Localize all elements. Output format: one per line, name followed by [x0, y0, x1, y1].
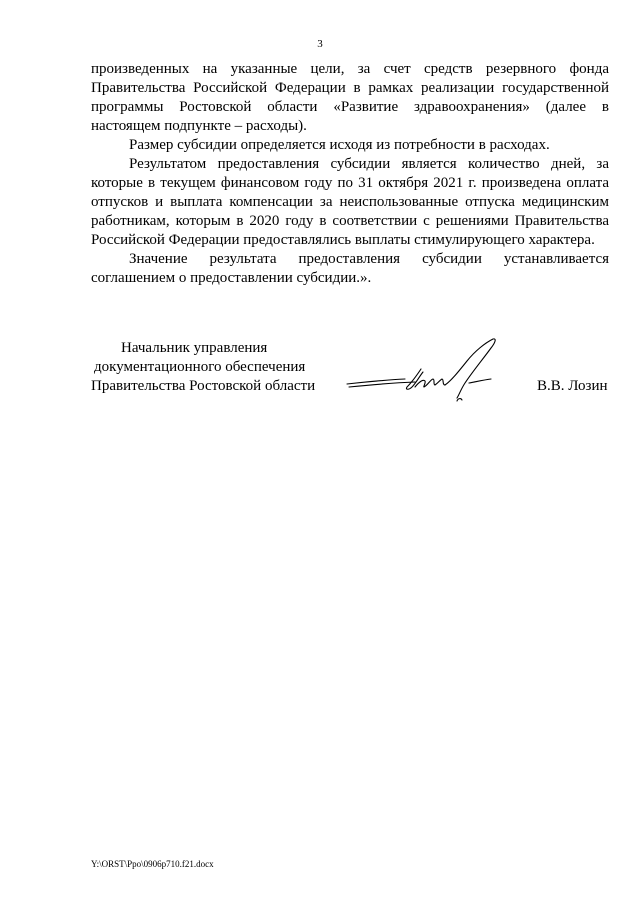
page-number: 3	[317, 38, 323, 50]
paragraph-subsidy-size: Размер субсидии определяется исходя из потребности в расходах.	[129, 137, 550, 153]
document-body	[91, 60, 609, 288]
signatory-title-line: Правительства Ростовской области	[91, 378, 316, 394]
file-path-footer: Y:\ORST\Ppo\0906p710.f21.docx	[91, 859, 214, 869]
paragraph-subsidy-result: Результатом предоставления субсидии является количество дней, за которые в текущем финансовом году по 31 октября 2021 г. произведена оплата отпусков и выплата компенсации за неиспользованные отпуска медицинским работникам, которым в 2020 году в соответствии с решениями Правительства Российской Федерации предоставлялись выплаты стимулирующего характера.	[91, 156, 609, 248]
signatory-title-line: Начальник управления	[121, 340, 268, 356]
signer-name: В.В. Лозин	[537, 378, 608, 394]
signatory-title-block	[91, 339, 351, 396]
handwritten-signature	[345, 335, 505, 407]
signatory-title-line: документационного обеспечения	[94, 359, 306, 375]
paragraph-continuation: произведенных на указанные цели, за счет средств резервного фонда Правительства Российской Федерации в рамках реализации государственной программы Ростовской области «Развитие здравоохранения» (далее в настоящем подпункте – расходы).	[91, 61, 609, 134]
paragraph-result-value: Значение результата предоставления субсидии устанавливается соглашением о предоставлении субсидии.».	[91, 251, 609, 286]
